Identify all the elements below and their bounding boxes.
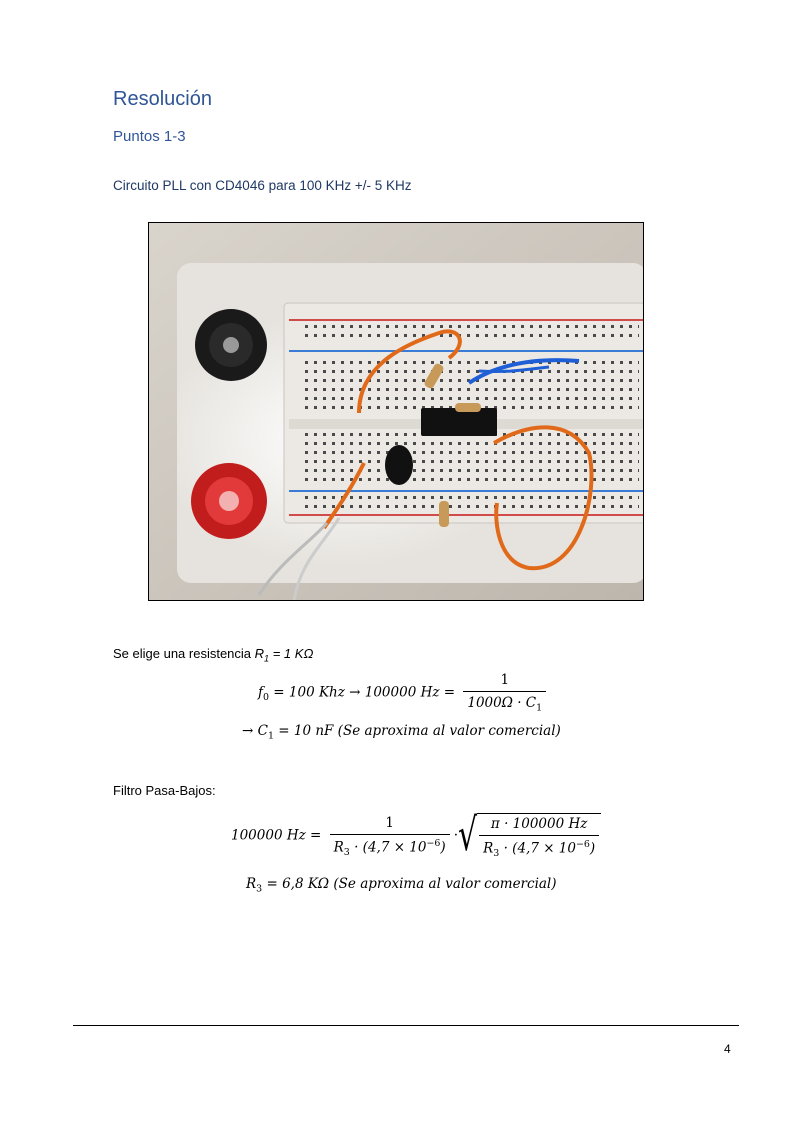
resistor-statement: Se elige una resistencia $R_1 = 1$ KΩ xyxy=(113,646,314,664)
subsection-heading: Puntos 1-3 xyxy=(113,128,186,145)
equation-f0: $f_0 = 100$ Khz → 100000 Hz = $\frac{1}{1000\Omega \cdot C_1}$ xyxy=(258,672,550,714)
equation-c1: → $C_1 = 10$ nF (Se aproxima al valor comercial) xyxy=(242,723,561,742)
breadboard-photo xyxy=(148,222,644,601)
circuit-heading: Circuito PLL con CD4046 para 100 KHz +/- 5 KHz xyxy=(113,178,412,193)
page-number: 4 xyxy=(724,1042,731,1056)
footer-divider xyxy=(73,1025,739,1026)
equation-filter: 100000 Hz = $\frac{1}{R_3 \cdot (4,7 \times 10^{-6})}$ · √ $\frac{\pi \cdot 100000 Hz}{R_3 \cdot (4,7 \times 10^{-6})}$ xyxy=(231,813,601,859)
equation-r3: $R_3 = 6,8$ KΩ (Se aproxima al valor comercial) xyxy=(246,876,557,895)
filter-label: Filtro Pasa-Bajos: xyxy=(113,783,216,798)
section-heading: Resolución xyxy=(113,88,212,110)
